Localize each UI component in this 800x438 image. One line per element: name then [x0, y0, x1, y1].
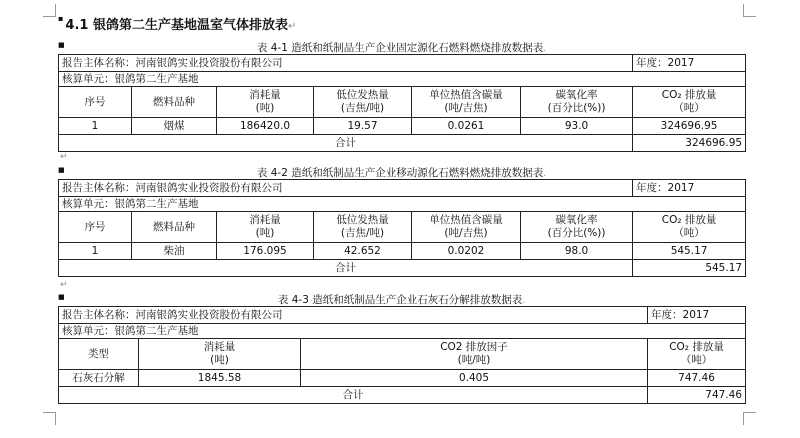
data-cell: 747.46 [648, 370, 746, 387]
return-mark-icon: ↵ [60, 152, 68, 162]
page-corner-mark [43, 4, 56, 17]
header-cell: 序号 [59, 212, 132, 243]
page-corner-mark [43, 412, 56, 425]
total-value: 324696.95 [633, 135, 746, 152]
table-caption [58, 292, 745, 307]
header-cell: CO₂ 排放量 （吨） [633, 212, 746, 243]
paragraph-marker-icon: ■ [58, 293, 65, 301]
header-cell: 燃料品种 [132, 87, 217, 118]
reporter-cell: 报告主体名称：河南银鸽实业投资股份有限公司 [59, 180, 633, 197]
unit-cell: 核算单元：银鸽第二生产基地 [59, 324, 746, 339]
data-cell: 1 [59, 243, 132, 260]
header-cell: CO₂ 排放量 （吨） [633, 87, 746, 118]
total-value: 747.46 [648, 387, 746, 404]
header-cell: 碳氧化率 (百分比(%)) [521, 212, 633, 243]
header-cell: 类型 [59, 339, 139, 370]
return-mark-icon: . [522, 296, 526, 306]
total-row [59, 260, 746, 277]
header-cell: 低位发热量 (吉焦/吨) [314, 212, 412, 243]
data-cell: 石灰石分解 [59, 370, 139, 387]
data-cell: 0.0261 [412, 118, 521, 135]
table-row [59, 118, 746, 135]
table-header-row [59, 87, 746, 118]
year-cell: 年度：2017 [633, 55, 746, 72]
data-cell: 1845.58 [139, 370, 301, 387]
total-value: 545.17 [633, 260, 746, 277]
data-cell: 烟煤 [132, 118, 217, 135]
data-cell: 0.0202 [412, 243, 521, 260]
page-corner-mark [743, 412, 756, 425]
data-cell: 98.0 [521, 243, 633, 260]
heading-text: 4.1 银鸽第二生产基地温室气体排放表 [65, 18, 288, 33]
header-cell: 低位发热量 (吉焦/吨) [314, 87, 412, 118]
total-label: 合计 [59, 387, 648, 404]
data-cell: 42.652 [314, 243, 412, 260]
data-cell: 19.57 [314, 118, 412, 135]
table-header-row [59, 339, 746, 370]
reporter-cell: 报告主体名称：河南银鸽实业投资股份有限公司 [59, 307, 648, 324]
caption-text: 表 4-3 造纸和纸制品生产企业石灰石分解排放数据表 [277, 294, 523, 306]
unit-cell: 核算单元：银鸽第二生产基地 [59, 72, 746, 87]
data-cell: 324696.95 [633, 118, 746, 135]
data-cell: 0.405 [301, 370, 648, 387]
data-cell: 545.17 [633, 243, 746, 260]
data-cell: 93.0 [521, 118, 633, 135]
table-caption [58, 165, 745, 180]
return-mark-icon: . [543, 169, 547, 179]
header-cell: 燃料品种 [132, 212, 217, 243]
header-cell: 单位热值含碳量 (吨/吉焦) [412, 87, 521, 118]
reporter-cell: 报告主体名称：河南银鸽实业投资股份有限公司 [59, 55, 633, 72]
total-label: 合计 [59, 135, 633, 152]
data-cell: 176.095 [217, 243, 314, 260]
header-cell: 消耗量 (吨) [139, 339, 301, 370]
header-cell: 序号 [59, 87, 132, 118]
header-cell: 单位热值含碳量 (吨/吉焦) [412, 212, 521, 243]
paragraph-marker-icon: ▪ [58, 14, 64, 23]
year-cell: 年度：2017 [648, 307, 746, 324]
data-cell: 1 [59, 118, 132, 135]
return-mark-icon: ↵ [287, 21, 297, 32]
total-label: 合计 [59, 260, 633, 277]
page-corner-mark [743, 4, 756, 17]
table-caption [58, 40, 745, 55]
caption-text: 表 4-1 造纸和纸制品生产企业固定源化石燃料燃烧排放数据表 [256, 42, 544, 54]
unit-cell: 核算单元：银鸽第二生产基地 [59, 197, 746, 212]
table-row [59, 243, 746, 260]
header-cell: CO₂ 排放量 （吨） [648, 339, 746, 370]
total-row [59, 135, 746, 152]
table-header-row [59, 212, 746, 243]
return-mark-icon: ↵ [60, 280, 68, 290]
data-cell: 柴油 [132, 243, 217, 260]
return-mark-icon: . [543, 44, 547, 54]
header-cell: 消耗量 (吨) [217, 87, 314, 118]
data-cell: 186420.0 [217, 118, 314, 135]
paragraph-marker-icon: ■ [58, 41, 65, 49]
table-row [59, 370, 746, 387]
paragraph-marker-icon: ■ [58, 166, 65, 174]
caption-text: 表 4-2 造纸和纸制品生产企业移动源化石燃料燃烧排放数据表 [256, 167, 544, 179]
year-cell: 年度：2017 [633, 180, 746, 197]
table-mobile-combustion [58, 179, 746, 277]
header-cell: 消耗量 (吨) [217, 212, 314, 243]
header-cell: CO2 排放因子 (吨/吨) [301, 339, 648, 370]
table-limestone-decomposition [58, 306, 746, 404]
header-cell: 碳氧化率 (百分比(%)) [521, 87, 633, 118]
total-row [59, 387, 746, 404]
section-heading [58, 14, 296, 33]
table-stationary-combustion [58, 54, 746, 152]
